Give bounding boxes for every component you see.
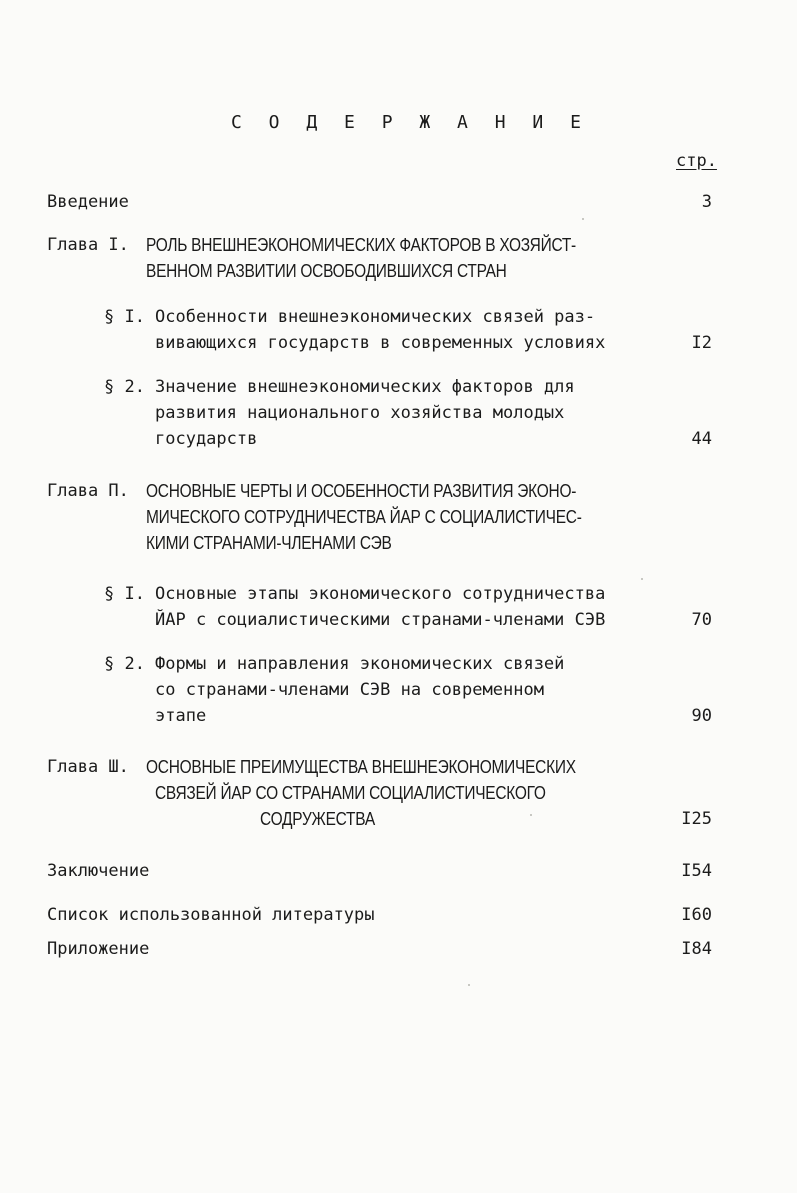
section-2-2-page: 90 xyxy=(691,706,712,726)
section-2-2-line-2: со странами-членами СЭВ на современном xyxy=(155,680,544,700)
paper-speck xyxy=(641,578,643,580)
section-2-1-page: 70 xyxy=(691,610,712,630)
chapter-1-heading: Глава I. xyxy=(47,235,129,255)
section-1-2-line-2: развития национального хозяйства молодых xyxy=(155,403,565,423)
toc-entry-bibliography: Список использованной литературы xyxy=(47,905,375,925)
chapter-3-title-line-1: ОСНОВНЫЕ ПРЕИМУЩЕСТВА ВНЕШНЕЭКОНОМИЧЕСКИХ xyxy=(146,757,576,777)
section-2-1-heading: § I. xyxy=(104,584,145,604)
chapter-2-title-line-2: МИЧЕСКОГО СОТРУДНИЧЕСТВА ЙАР С СОЦИАЛИСТИЧЕС- xyxy=(146,507,582,527)
section-1-1-line-2: вивающихся государств в современных условиях xyxy=(155,333,606,353)
chapter-1-title-line-2: ВЕННОМ РАЗВИТИИ ОСВОБОДИВШИХСЯ СТРАН xyxy=(146,261,507,281)
chapter-2-title-line-3: КИМИ СТРАНАМИ-ЧЛЕНАМИ СЭВ xyxy=(146,533,392,553)
chapter-3-title-line-2: СВЯЗЕЙ ЙАР СО СТРАНАМИ СОЦИАЛИСТИЧЕСКОГО xyxy=(155,783,546,803)
section-1-2-line-1: Значение внешнеэкономических факторов для xyxy=(155,377,575,397)
section-2-2-line-1: Формы и направления экономических связей xyxy=(155,654,565,674)
chapter-3-title-line-3: СОДРУЖЕСТВА xyxy=(260,809,375,829)
toc-entry-introduction: Введение xyxy=(47,192,129,212)
section-2-1-line-1: Основные этапы экономического сотрудничества xyxy=(155,584,606,604)
chapter-2-title-line-1: ОСНОВНЫЕ ЧЕРТЫ И ОСОБЕННОСТИ РАЗВИТИЯ ЭКОНО- xyxy=(146,481,577,501)
paper-speck xyxy=(468,984,470,986)
page-title: С О Д Е Р Ж А Н И Е xyxy=(231,112,589,133)
section-2-2-heading: § 2. xyxy=(104,654,145,674)
chapter-2-heading: Глава П. xyxy=(47,481,129,501)
paper-speck xyxy=(582,218,584,220)
section-1-1-page: I2 xyxy=(691,333,712,353)
page-column-label: стр. xyxy=(676,151,717,171)
chapter-3-page: I25 xyxy=(681,809,712,829)
paper-speck xyxy=(530,814,532,816)
chapter-1-title-line-1: РОЛЬ ВНЕШНЕЭКОНОМИЧЕСКИХ ФАКТОРОВ В ХОЗЯЙСТ- xyxy=(146,235,576,255)
section-2-2-line-3: этапе xyxy=(155,706,207,726)
toc-entry-appendix: Приложение xyxy=(47,939,150,959)
section-1-2-line-3: государств xyxy=(155,429,258,449)
toc-page-appendix: I84 xyxy=(681,939,712,959)
toc-page-introduction: 3 xyxy=(701,192,712,212)
chapter-3-heading: Глава Ш. xyxy=(47,757,129,777)
section-1-1-heading: § I. xyxy=(104,307,145,327)
section-1-2-page: 44 xyxy=(691,429,712,449)
section-1-1-line-1: Особенности внешнеэкономических связей раз- xyxy=(155,307,596,327)
toc-page-bibliography: I60 xyxy=(681,905,712,925)
toc-entry-conclusion: Заключение xyxy=(47,861,150,881)
section-2-1-line-2: ЙАР с социалистическими странами-членами СЭВ xyxy=(155,610,606,630)
toc-page-conclusion: I54 xyxy=(681,861,712,881)
section-1-2-heading: § 2. xyxy=(104,377,145,397)
